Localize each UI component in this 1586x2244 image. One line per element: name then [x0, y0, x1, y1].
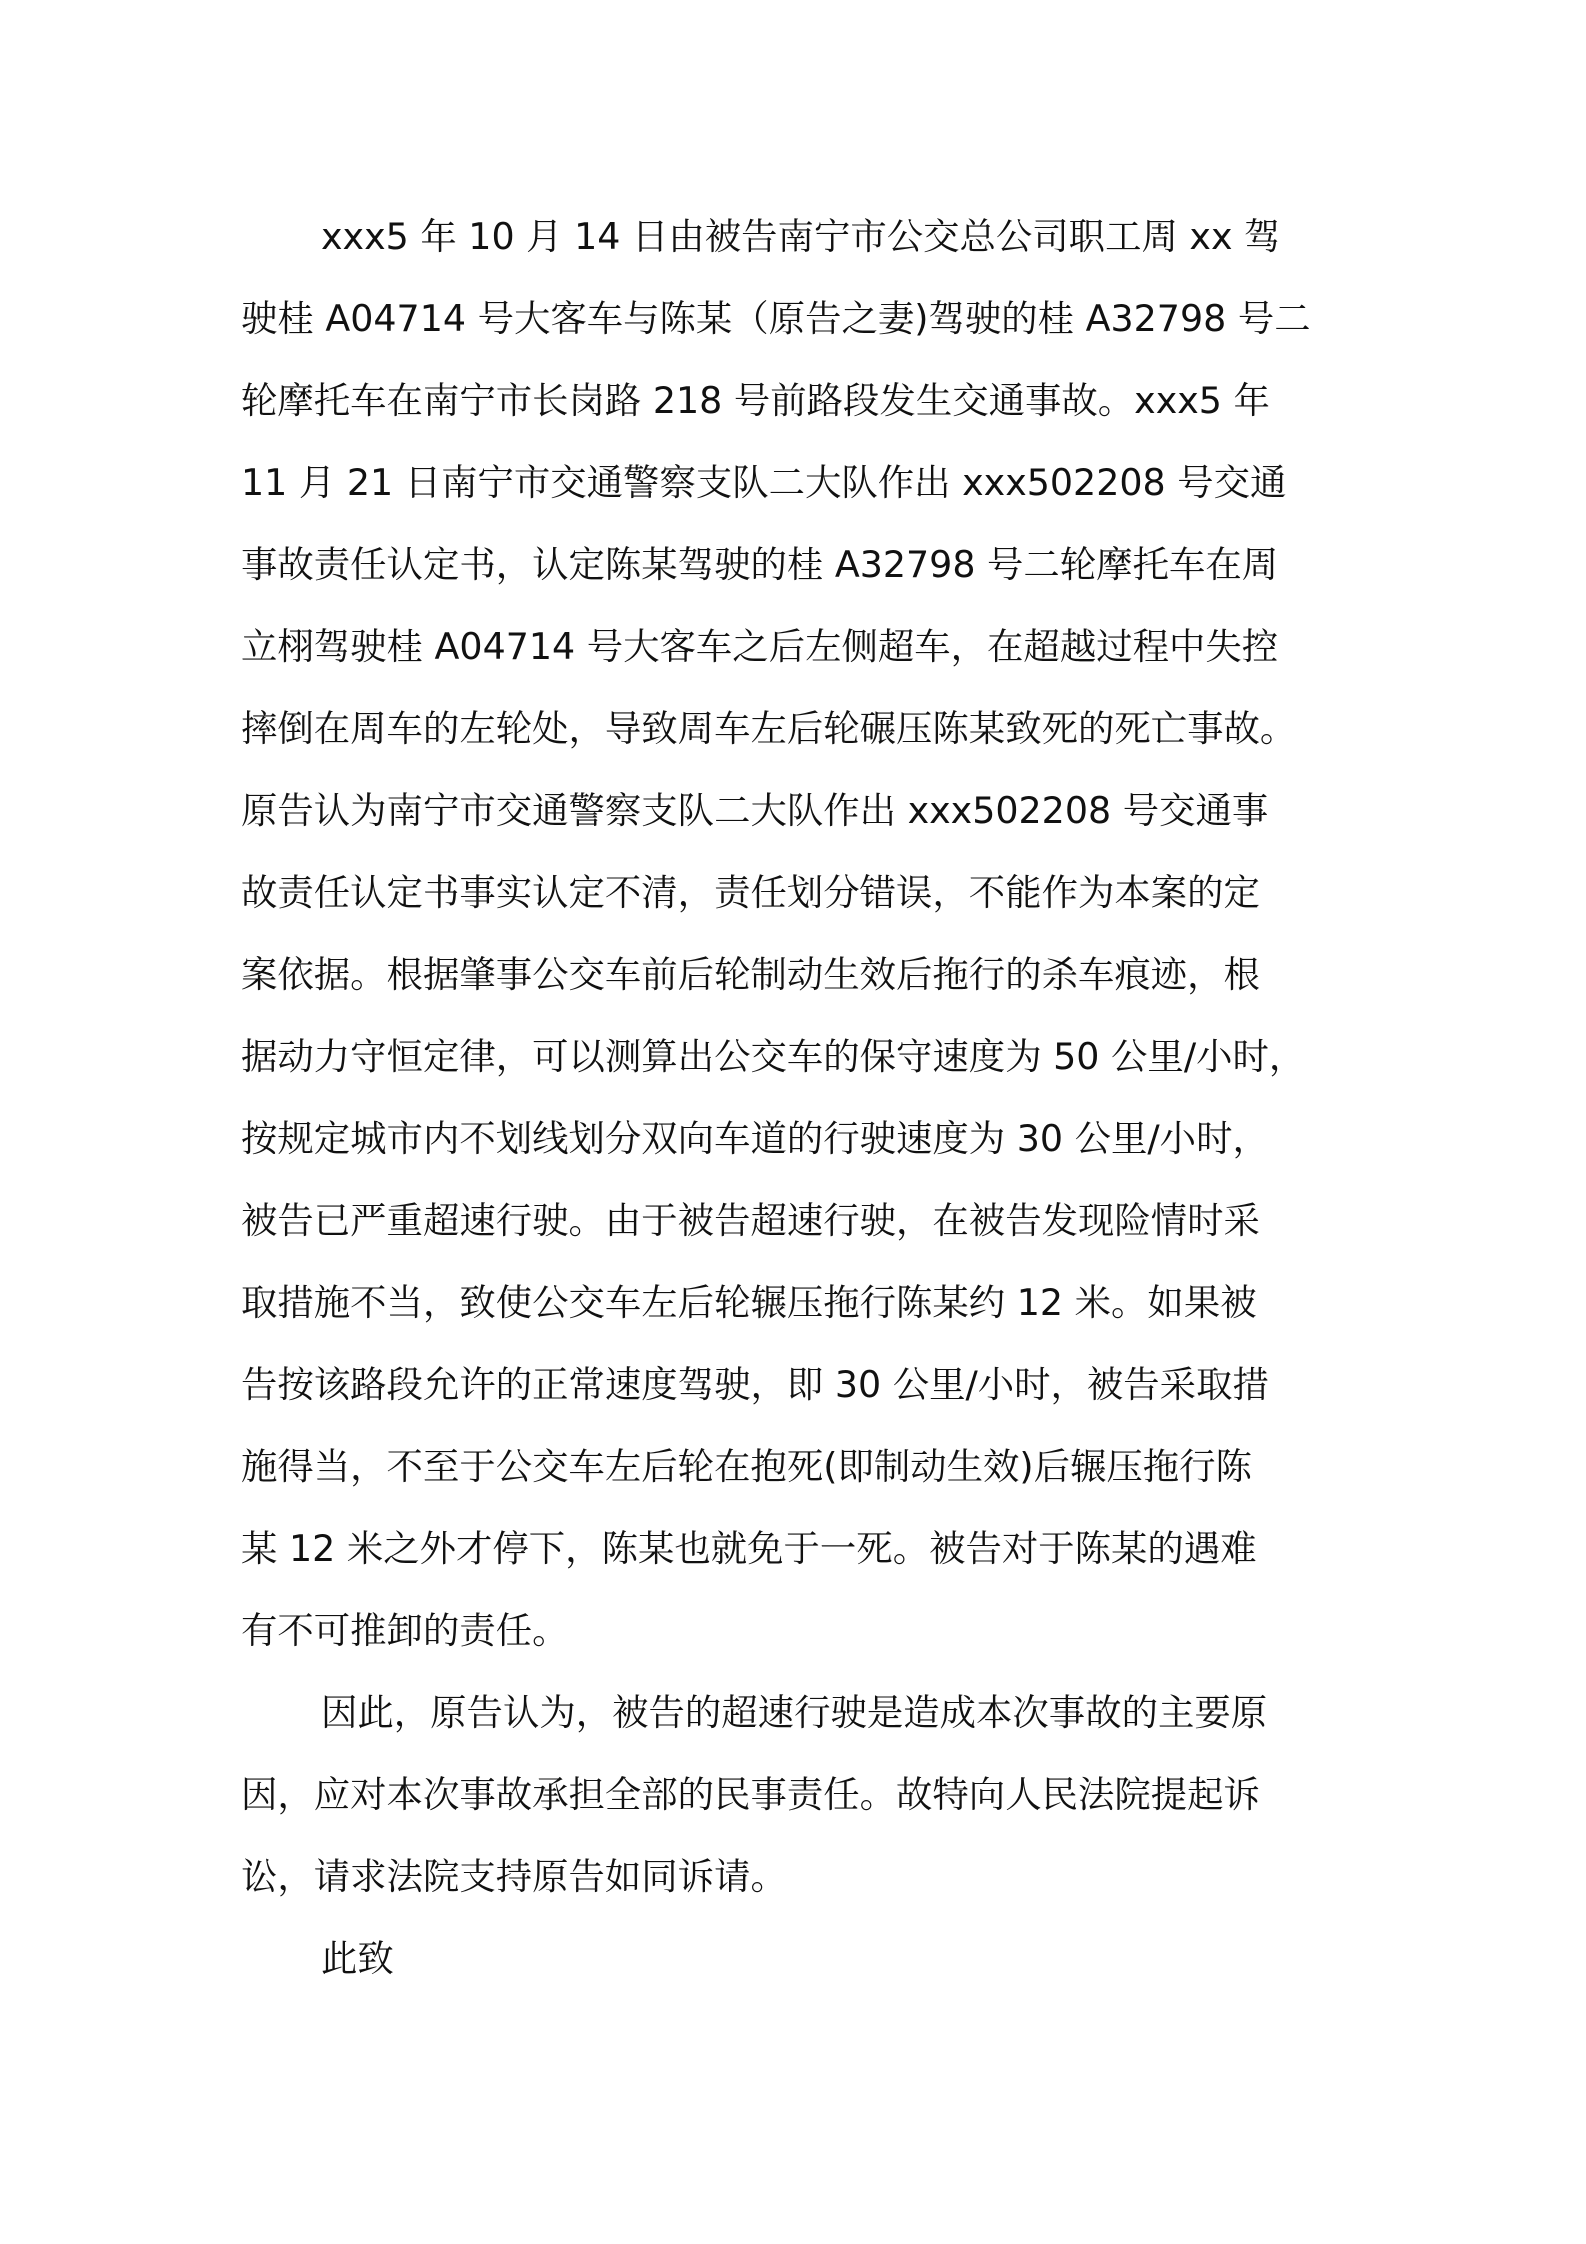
paragraph-accident-facts: [241, 196, 1354, 1672]
text-line: 告按该路段允许的正常速度驾驶，即 30 公里/小时，被告采取措: [241, 1363, 1269, 1406]
text-line: 讼，请求法院支持原告如同诉请。: [241, 1855, 787, 1898]
document-body: [241, 196, 1354, 2000]
text-line: 取措施不当，致使公交车左后轮辗压拖行陈某约 12 米。如果被: [241, 1281, 1257, 1324]
text-line: 原告认为南宁市交通警察支队二大队作出 xxx502208 号交通事: [241, 789, 1269, 832]
text-line: 事故责任认定书，认定陈某驾驶的桂 A32798 号二轮摩托车在周: [241, 543, 1279, 586]
text-line: 案依据。根据肇事公交车前后轮制动生效后拖行的杀车痕迹，根: [241, 953, 1260, 996]
text-line: 立栩驾驶桂 A04714 号大客车之后左侧超车，在超越过程中失控: [241, 625, 1279, 668]
text-line: 驶桂 A04714 号大客车与陈某（原告之妻)驾驶的桂 A32798 号二: [241, 297, 1311, 340]
text-line: xxx5 年 10 月 14 日由被告南宁市公交总公司职工周 xx 驾: [321, 215, 1281, 258]
salutation-line: 此致: [321, 1937, 394, 1980]
text-line: 据动力守恒定律，可以测算出公交车的保守速度为 50 公里/小时，: [241, 1035, 1306, 1078]
text-line: 因此，原告认为，被告的超速行驶是造成本次事故的主要原: [321, 1691, 1268, 1734]
paragraph-conclusion: [241, 1672, 1354, 1918]
text-line: 按规定城市内不划线划分双向车道的行驶速度为 30 公里/小时，: [241, 1117, 1269, 1160]
text-line: 有不可推卸的责任。: [241, 1609, 569, 1652]
text-line: 某 12 米之外才停下，陈某也就免于一死。被告对于陈某的遇难: [241, 1527, 1257, 1570]
text-line: 摔倒在周车的左轮处，导致周车左后轮碾压陈某致死的死亡事故。: [241, 707, 1297, 750]
text-line: 被告已严重超速行驶。由于被告超速行驶，在被告发现险情时采: [241, 1199, 1260, 1242]
text-line: 施得当，不至于公交车左后轮在抱死(即制动生效)后辗压拖行陈: [241, 1445, 1252, 1488]
text-line: 故责任认定书事实认定不清，责任划分错误，不能作为本案的定: [241, 871, 1260, 914]
text-line: 因，应对本次事故承担全部的民事责任。故特向人民法院提起诉: [241, 1773, 1260, 1816]
text-line: 11 月 21 日南宁市交通警察支队二大队作出 xxx502208 号交通: [241, 461, 1287, 504]
text-line: 轮摩托车在南宁市长岗路 218 号前路段发生交通事故。xxx5 年: [241, 379, 1270, 422]
paragraph-salutation: [241, 1918, 1354, 2000]
